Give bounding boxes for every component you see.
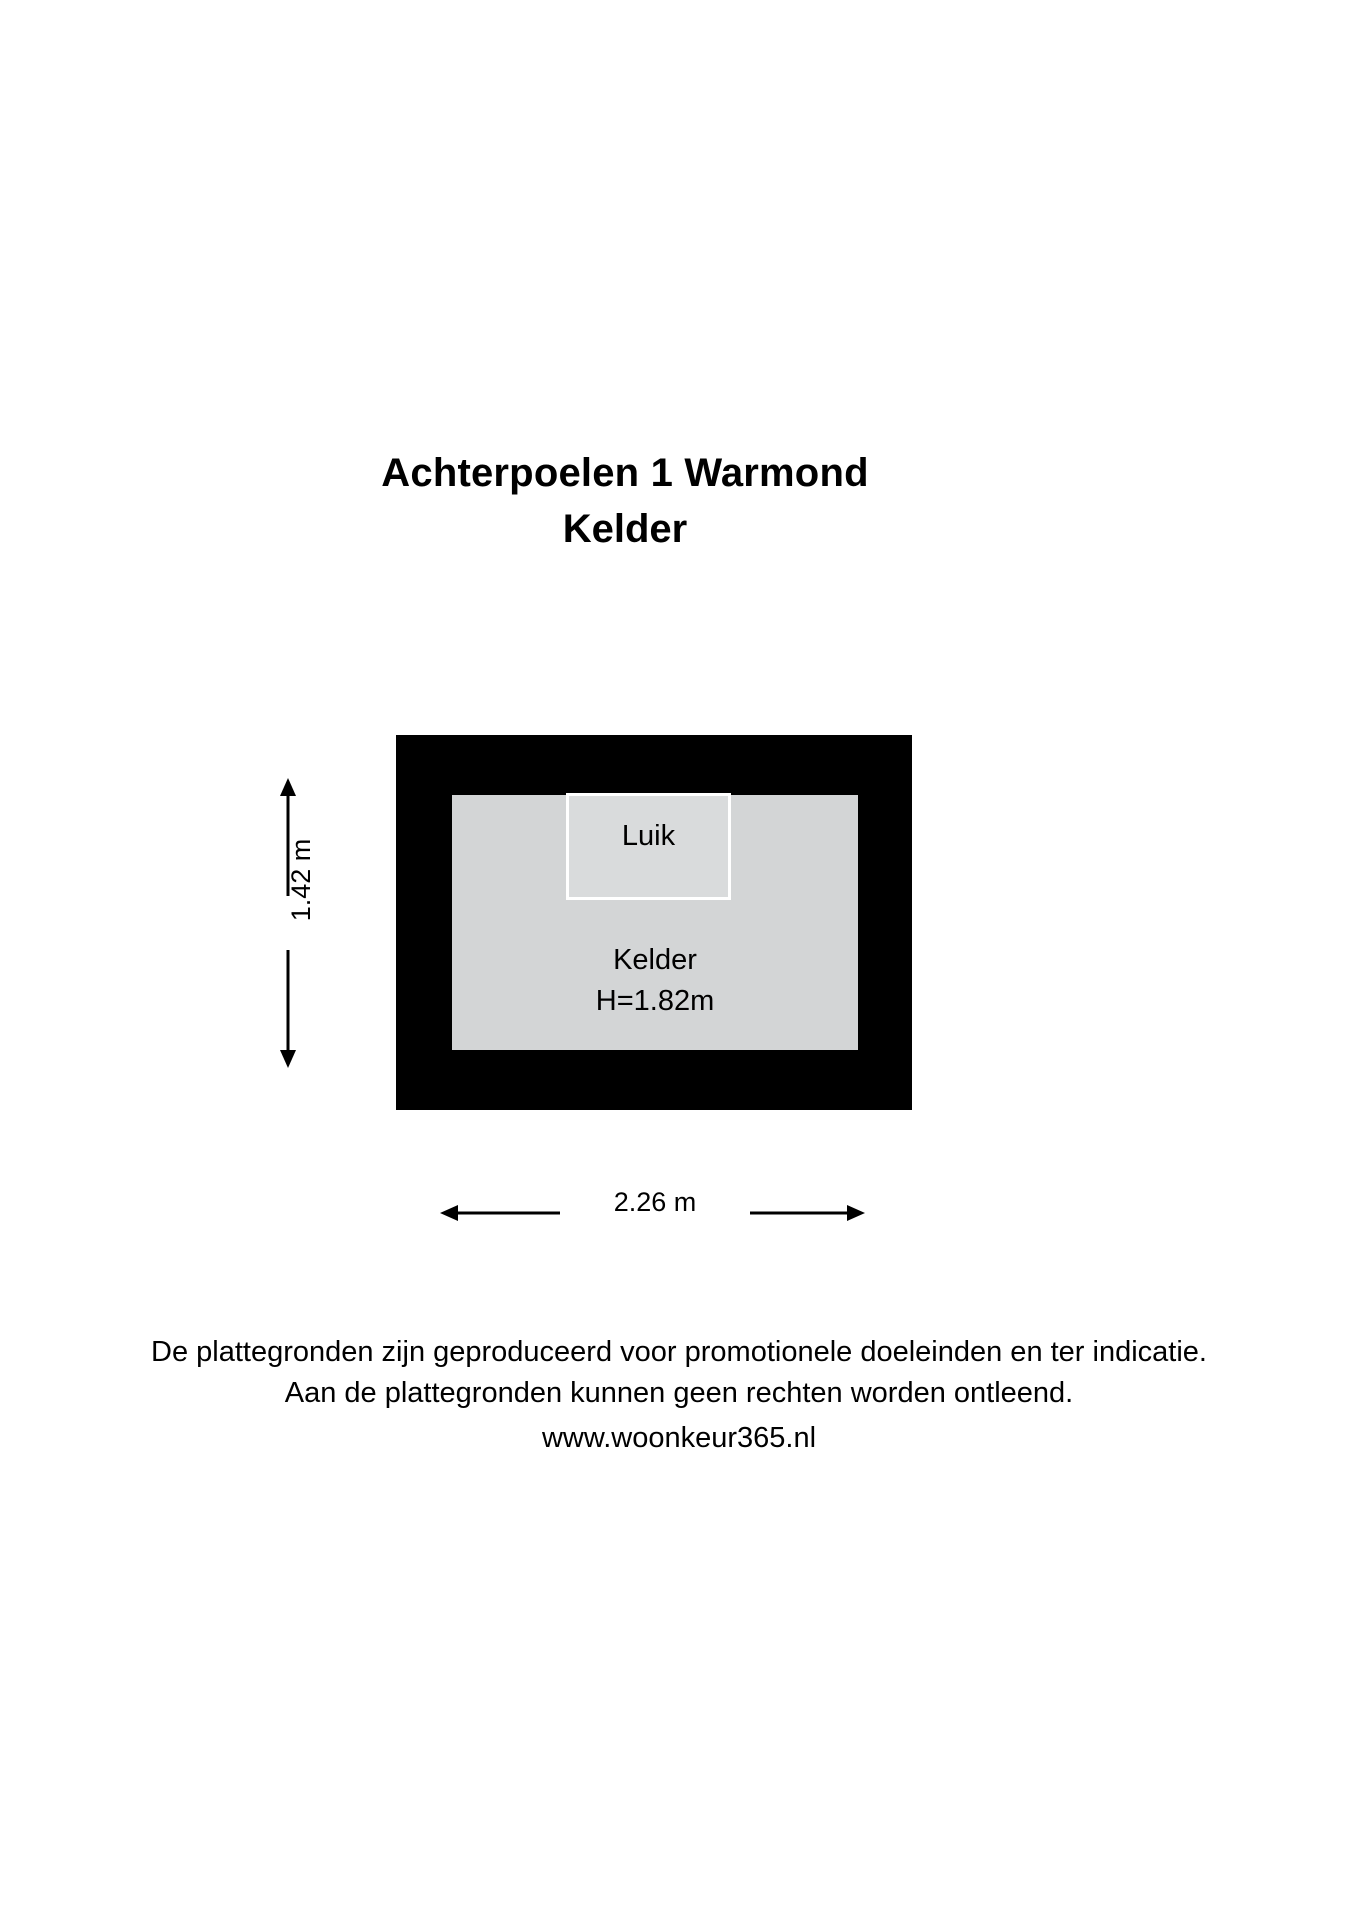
disclaimer bbox=[0, 1332, 1358, 1460]
website-url: www.woonkeur365.nl bbox=[541, 1422, 817, 1455]
room-name: Kelder bbox=[613, 944, 697, 976]
title-floor: Kelder bbox=[562, 507, 688, 551]
hatch-label: Luik bbox=[621, 820, 676, 852]
disclaimer-line-2: Aan de plattegronden kunnen geen rechten worden ontleend. bbox=[284, 1377, 1074, 1410]
room-label bbox=[452, 940, 858, 1022]
dimension-vertical-label: 1.42 m bbox=[286, 838, 316, 922]
disclaimer-line-1: De plattegronden zijn geproduceerd voor promotionele doeleinden en ter indicatie. bbox=[151, 1336, 1207, 1368]
dimension-horizontal-label: 2.26 m bbox=[560, 1187, 750, 1218]
room-height: H=1.82m bbox=[595, 985, 715, 1018]
title-address: Achterpoelen 1 Warmond bbox=[381, 451, 869, 495]
